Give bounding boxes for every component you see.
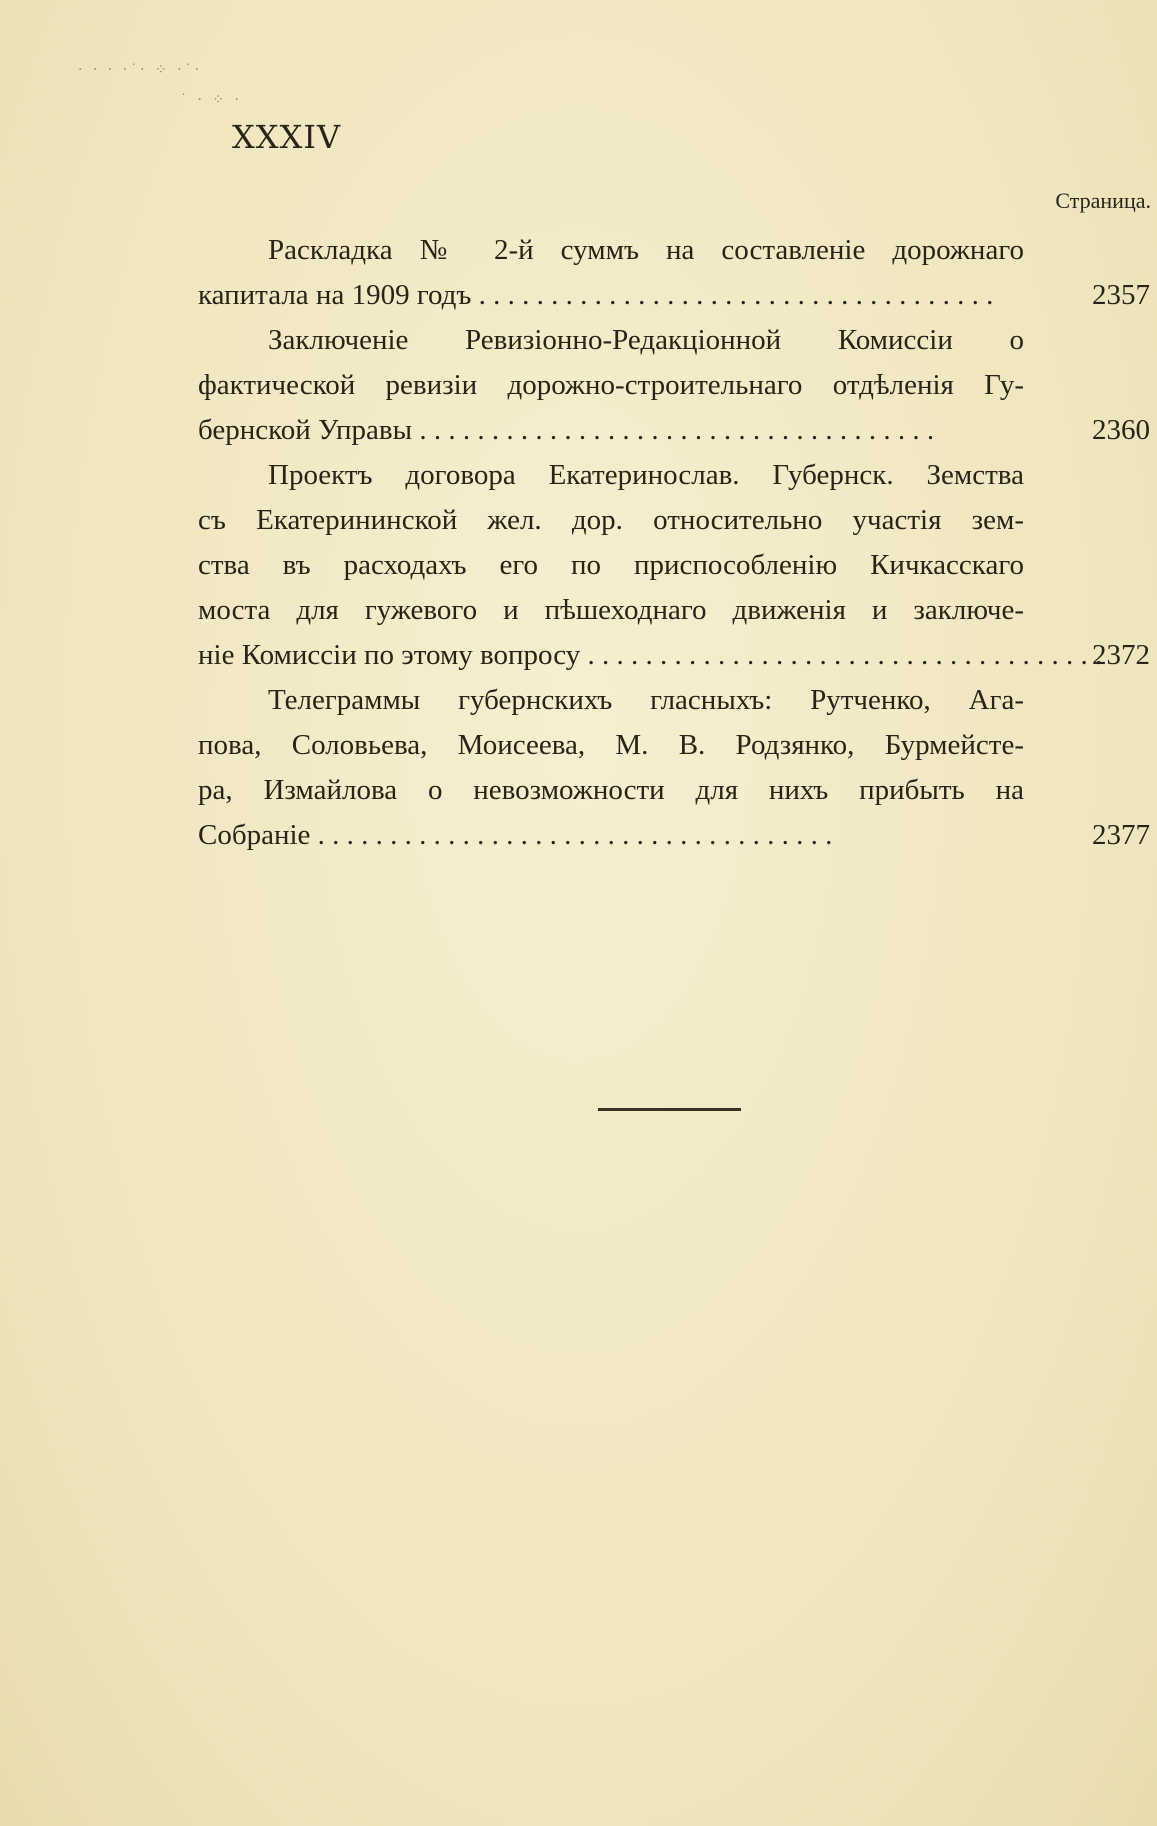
toc-page-number: 2357 xyxy=(1092,279,1150,311)
toc-entry-text: Проектъ договора Екатеринослав. Губернск. Земства xyxy=(268,459,1024,491)
toc-entry-text: ра, Измайлова о невозможности для нихъ прибыть на xyxy=(198,774,1024,806)
toc-entry-line xyxy=(198,228,1150,273)
leader-dots: . . . . . . . . . . . . . . . . . . . . . . . . . . . . . . . . . . . . xyxy=(580,639,1103,671)
toc-entry-text: Раскладка № 2-й суммъ на составленіе дорожнаго xyxy=(268,234,1024,266)
toc-entry-text: Телеграммы губернскихъ гласныхъ: Рутченко, Ага- xyxy=(268,684,1024,716)
toc-entry-text: съ Екатерининской жел. дор. относительно участія зем- xyxy=(198,504,1024,536)
toc-entry xyxy=(198,318,1150,453)
toc-entry-text: моста для гужевого и пѣшеходнаго движенія и заключе- xyxy=(198,594,1024,626)
page-speckle: ˙ · ⁘ · xyxy=(180,92,242,108)
toc-entry-line xyxy=(198,498,1150,543)
section-divider xyxy=(598,1108,741,1111)
toc-entry-line xyxy=(198,588,1150,633)
toc-entry-line xyxy=(198,543,1150,588)
toc-entry-line xyxy=(198,678,1150,723)
toc-entry-line xyxy=(198,363,1150,408)
toc-entry-line-with-leader xyxy=(198,633,1103,678)
toc-entry xyxy=(198,678,1150,858)
toc-entry-line xyxy=(198,318,1150,363)
toc-entry-text: Собраніе xyxy=(198,819,311,851)
page-number: XXXIV xyxy=(232,118,342,156)
toc-entry xyxy=(198,453,1150,678)
toc-page-number: 2360 xyxy=(1092,414,1150,446)
toc-entry-line xyxy=(198,408,1150,453)
toc-entry-line xyxy=(198,768,1150,813)
toc-entry-line-with-leader xyxy=(198,813,1024,858)
toc-entry-line-with-leader xyxy=(198,273,1024,318)
leader-dots: . . . . . . . . . . . . . . . . . . . . . . . . . . . . . . . . . . . . xyxy=(412,414,935,446)
toc-page-number: 2377 xyxy=(1092,819,1150,851)
table-of-contents xyxy=(198,228,1150,858)
toc-entry-text: ніе Комиссіи по этому вопросу xyxy=(198,639,581,671)
toc-entry-line xyxy=(198,633,1150,678)
page-column-header: Страница. xyxy=(1055,188,1151,213)
toc-page-number: 2372 xyxy=(1092,639,1150,671)
toc-entry-line-with-leader xyxy=(198,408,1024,453)
toc-entry-line xyxy=(198,273,1150,318)
toc-entry-line xyxy=(198,813,1150,858)
toc-entry xyxy=(198,228,1150,318)
toc-entry-text: фактической ревизіи дорожно-строительнаго отдѣленія Гу- xyxy=(198,369,1024,401)
toc-entry-text: ства въ расходахъ его по приспособленію Кичкасскаго xyxy=(198,549,1024,581)
toc-entry-text: бернской Управы xyxy=(198,414,413,446)
leader-dots: . . . . . . . . . . . . . . . . . . . . . . . . . . . . . . . . . . . . xyxy=(471,279,994,311)
toc-entry-line xyxy=(198,453,1150,498)
toc-entry-text: пова, Соловьева, Моисеева, М. В. Родзянко, Бурмейсте- xyxy=(198,729,1024,761)
leader-dots: . . . . . . . . . . . . . . . . . . . . . . . . . . . . . . . . . . . . xyxy=(310,819,833,851)
page-speckle: · · · ·˙· ⁘ ·˙· xyxy=(78,62,203,78)
toc-entry-text: капитала на 1909 годъ xyxy=(198,279,472,311)
toc-entry-text: Заключеніе Ревизіонно-Редакціонной Комиссіи о xyxy=(268,324,1024,356)
toc-entry-line xyxy=(198,723,1150,768)
